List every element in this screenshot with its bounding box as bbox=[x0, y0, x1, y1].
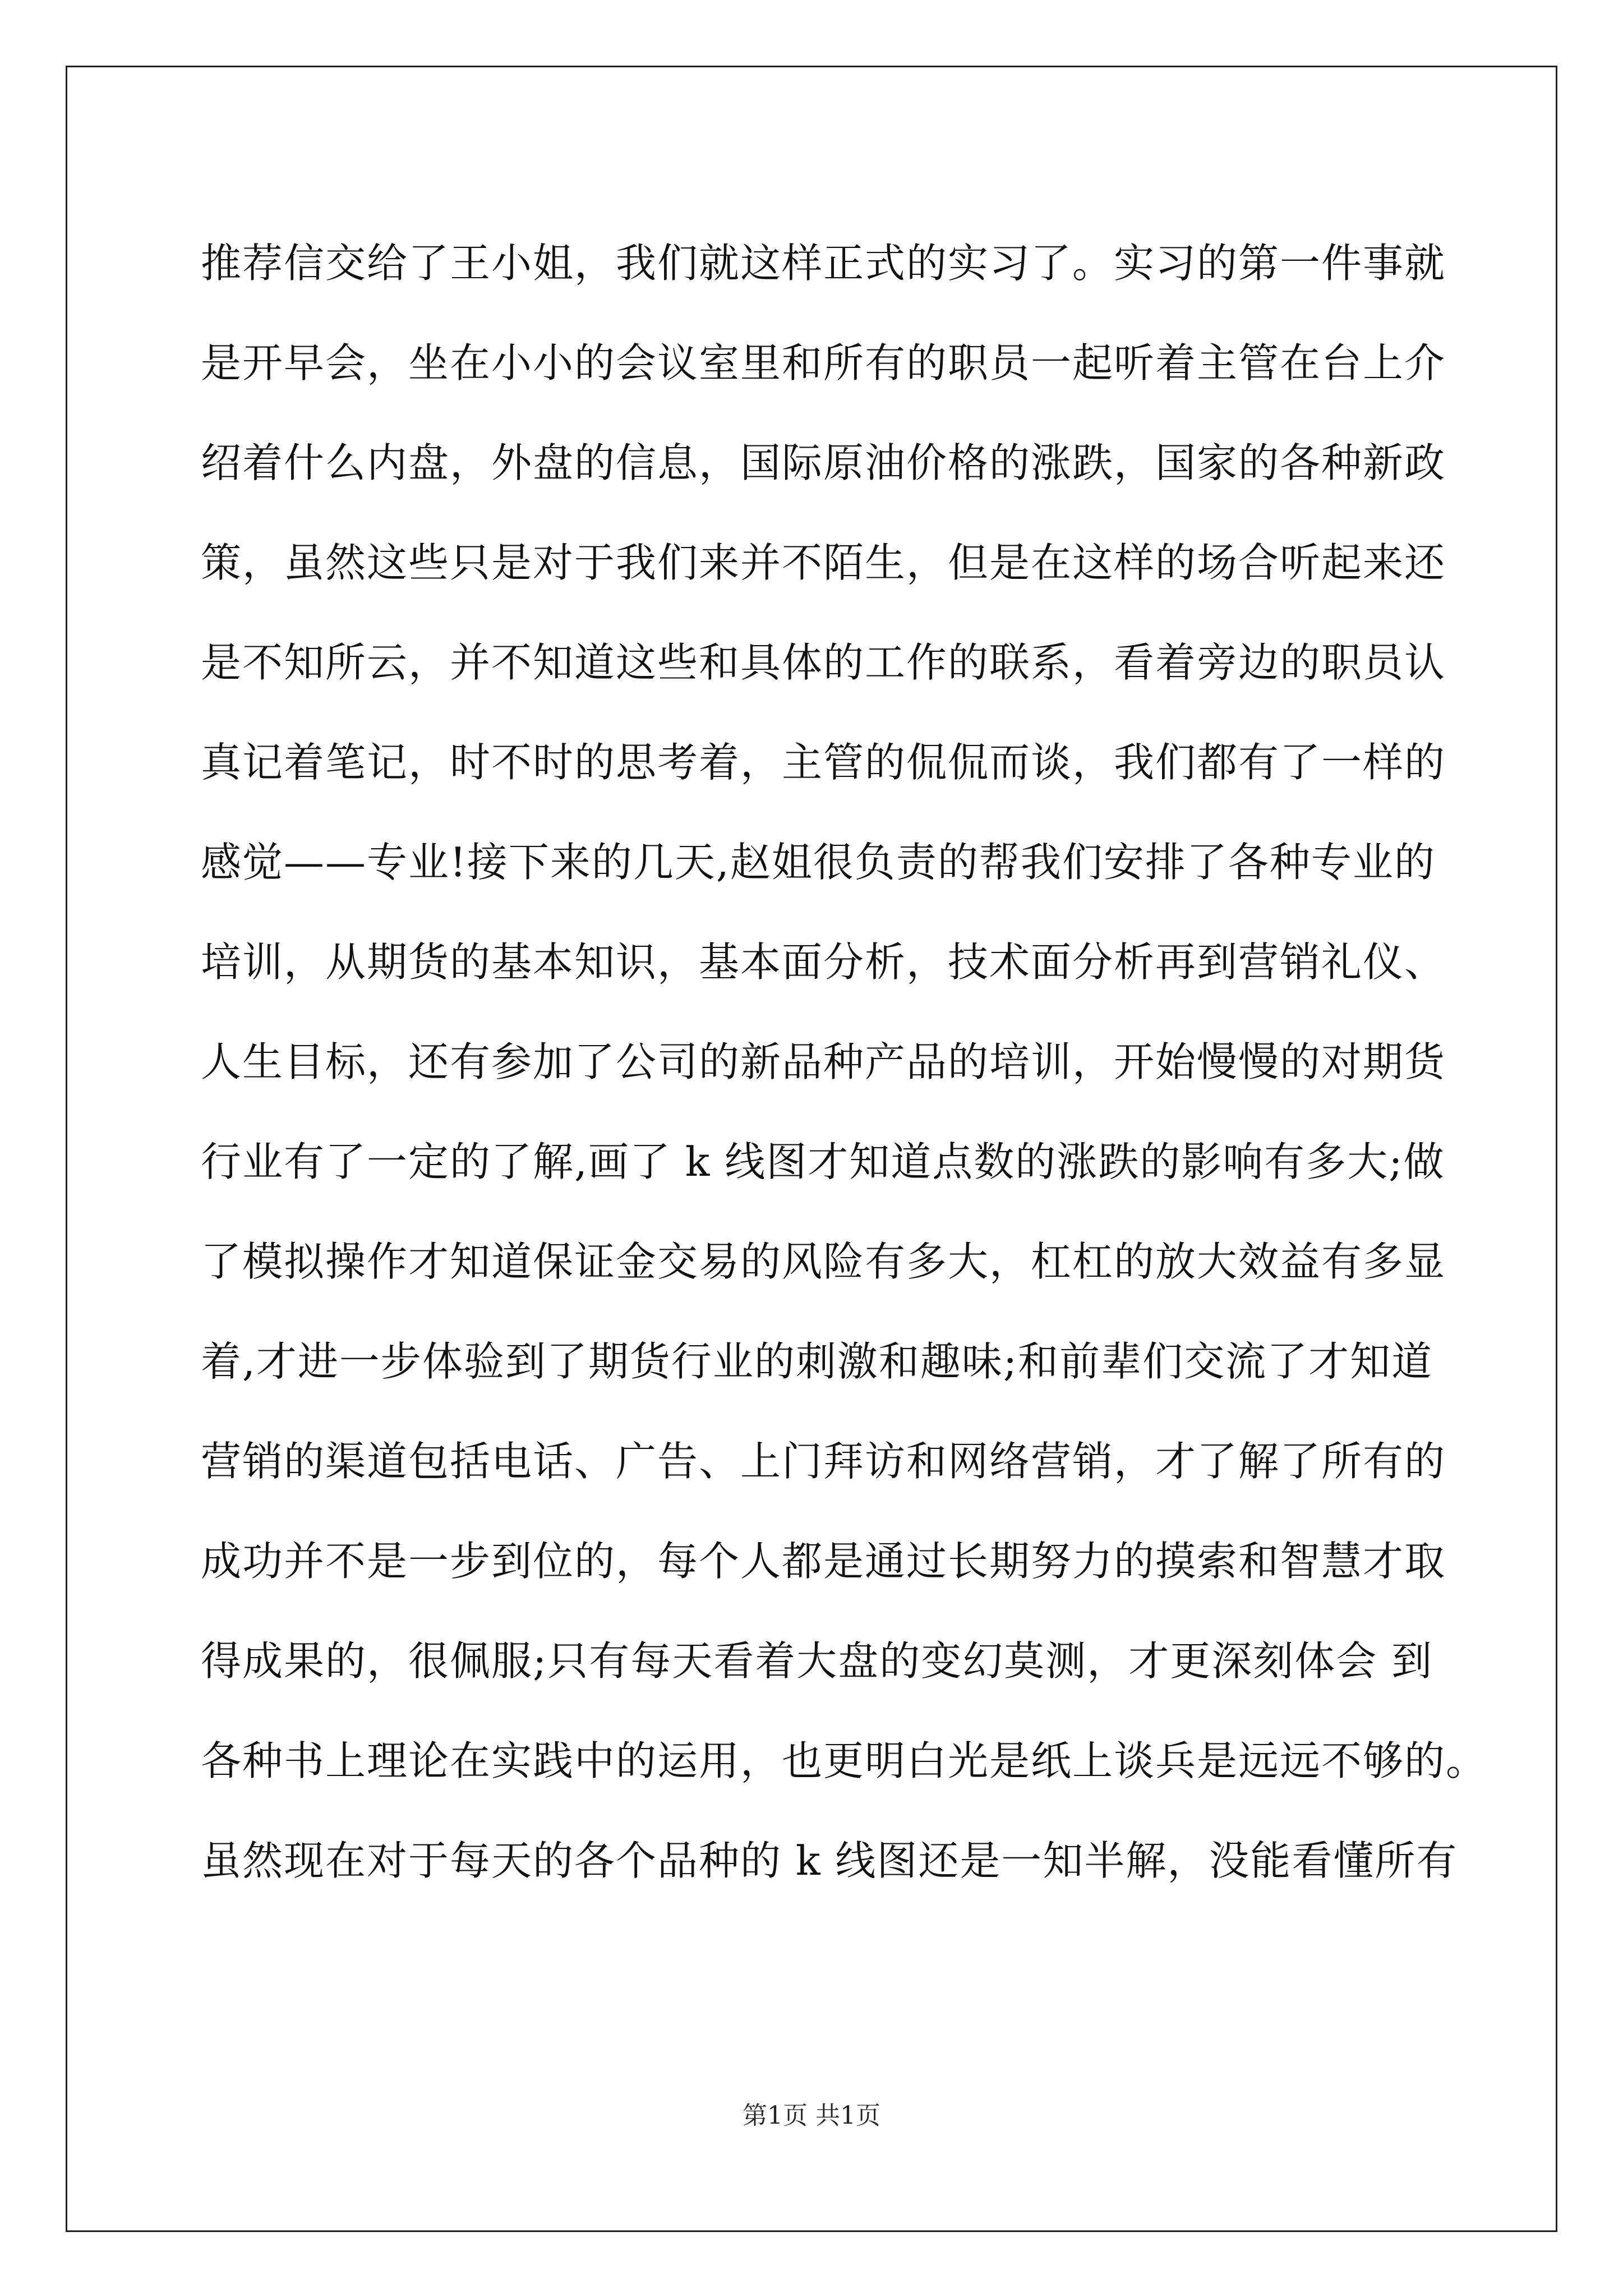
text-line: 营销的渠道包括电话、广告、上门拜访和网络营销，才了解了所有的 bbox=[201, 1438, 1446, 1485]
page-footer: 第1页 共1页 bbox=[743, 2101, 880, 2130]
text-line: 人生目标，还有参加了公司的新品种产品的培训，开始慢慢的对期货 bbox=[201, 1038, 1446, 1085]
text-line: 着,才进一步体验到了期货行业的刺激和趣味;和前辈们交流了才知道 bbox=[201, 1338, 1433, 1385]
text-line: 推荐信交给了王小姐，我们就这样正式的实习了。实习的第一件事就 bbox=[201, 240, 1446, 287]
text-line: 行业有了一定的了解,画了 k 线图才知道点数的涨跌的影响有多大;做 bbox=[201, 1138, 1445, 1185]
text-line: 了模拟操作才知道保证金交易的风险有多大，杠杠的放大效益有多显 bbox=[201, 1238, 1446, 1285]
text-line: 是不知所云，并不知道这些和具体的工作的联系，看着旁边的职员认 bbox=[201, 639, 1446, 686]
document-body bbox=[201, 213, 1488, 1911]
text-line: 是开早会，坐在小小的会议室里和所有的职员一起听着主管在台上介 bbox=[201, 339, 1446, 386]
text-line: 感觉——专业!接下来的几天,赵姐很负责的帮我们安排了各种专业的 bbox=[201, 839, 1436, 886]
text-line: 成功并不是一步到位的，每个人都是通过长期努力的摸索和智慧才取 bbox=[201, 1538, 1446, 1585]
text-line: 虽然现在对于每天的各个品种的 k 线图还是一知半解，没能看懂所有 bbox=[201, 1837, 1458, 1884]
text-line: 培训，从期货的基本知识，基本面分析，技术面分析再到营销礼仪、 bbox=[201, 938, 1446, 986]
text-line: 真记着笔记，时不时的思考着，主管的侃侃而谈，我们都有了一样的 bbox=[201, 739, 1446, 786]
text-line: 得成果的，很佩服;只有每天看着大盘的变幻莫测，才更深刻体会 到 bbox=[201, 1637, 1433, 1685]
text-line: 各种书上理论在实践中的运用，也更明白光是纸上谈兵是远远不够的。 bbox=[201, 1737, 1488, 1784]
text-line: 策，虽然这些只是对于我们来并不陌生，但是在这样的场合听起来还 bbox=[201, 539, 1446, 586]
text-line: 绍着什么内盘，外盘的信息，国际原油价格的涨跌，国家的各种新政 bbox=[201, 439, 1446, 486]
